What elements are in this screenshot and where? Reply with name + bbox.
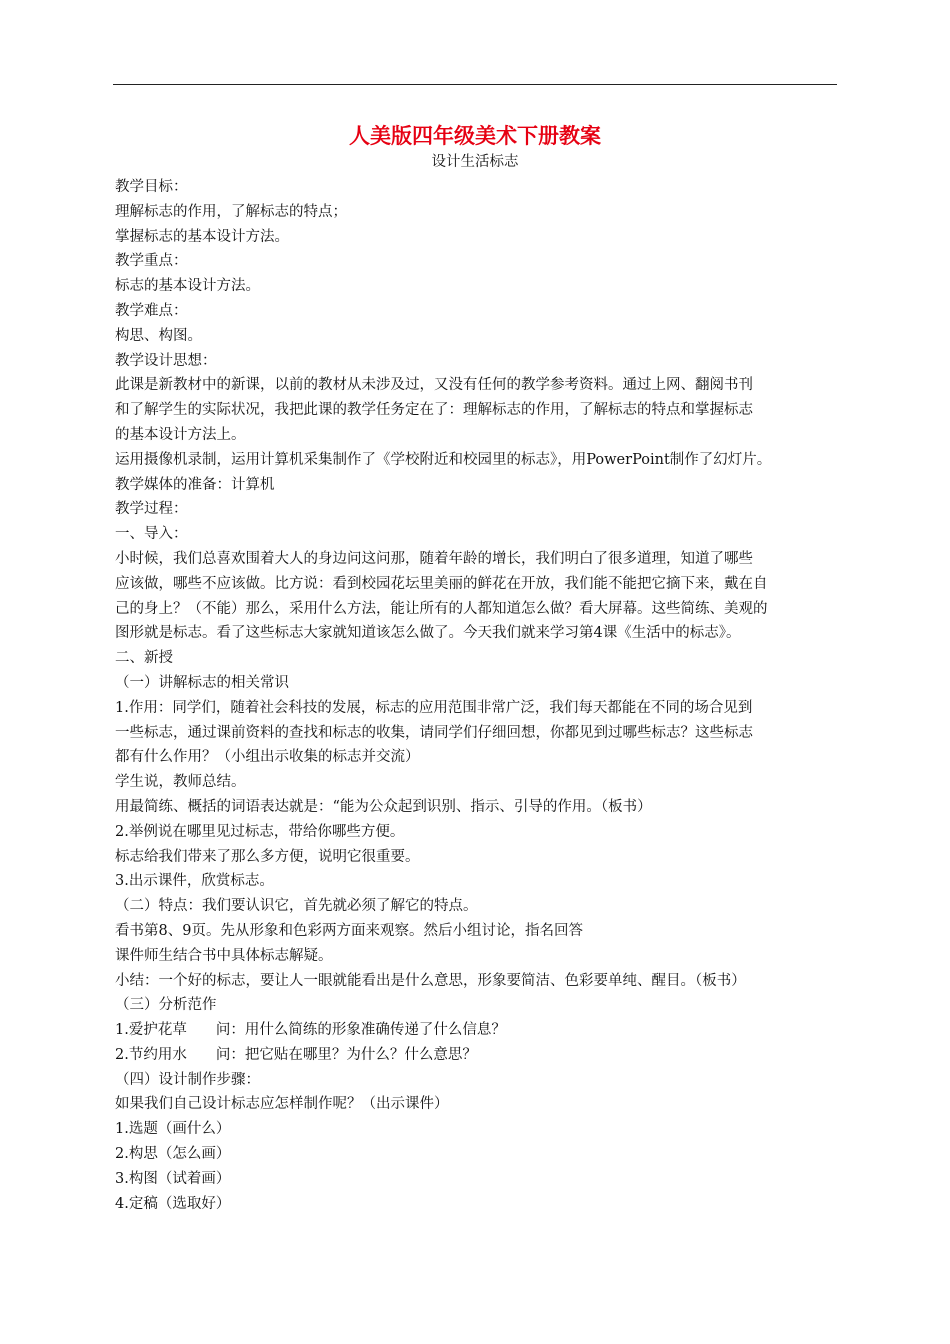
- text-line: 己的身上？（不能）那么，采用什么方法，能让所有的人都知道怎么做？看大屏幕。这些简练、美观的: [115, 600, 768, 617]
- text-line: 1.爱护花草 问：用什么简练的形象准确传递了什么信息？: [115, 1022, 506, 1039]
- text-line: 学生说，教师总结。: [115, 774, 246, 791]
- text-line: 此课是新教材中的新课，以前的教材从未涉及过，又没有任何的教学参考资料。通过上网、翻阅书刊: [115, 377, 753, 394]
- text-line: 看书第8、9页。先从形象和色彩两方面来观察。然后小组讨论，指名回答: [115, 922, 583, 939]
- text-line: 4.定稿（选取好）: [115, 1195, 231, 1212]
- document-body: [115, 175, 840, 1216]
- text-line: 教学过程：: [115, 501, 188, 518]
- text-line: 课件师生结合书中具体标志解疑。: [115, 947, 333, 964]
- text-line: 理解标志的作用，了解标志的特点；: [115, 203, 347, 220]
- text-line: （四）设计制作步骤：: [115, 1071, 260, 1088]
- text-line: 2.节约用水 问：把它贴在哪里？为什么？什么意思？: [115, 1046, 477, 1063]
- text-line: 2.举例说在哪里见过标志，带给你哪些方便。: [115, 823, 405, 840]
- text-line: 用最简练、概括的词语表达就是：“能为公众起到识别、指示、引导的作用。（板书）: [115, 798, 652, 815]
- text-line: 的基本设计方法上。: [115, 426, 246, 443]
- text-line: 2.构思（怎么画）: [115, 1146, 231, 1163]
- text-line: 二、新授: [115, 650, 173, 667]
- header-rule: [113, 84, 837, 85]
- text-line: 如果我们自己设计标志应怎样制作呢？（出示课件）: [115, 1096, 449, 1113]
- text-line: （二）特点：我们要认识它，首先就必须了解它的特点。: [115, 898, 478, 915]
- text-line: 和了解学生的实际状况，我把此课的教学任务定在了：理解标志的作用，了解标志的特点和掌握标志: [115, 402, 753, 419]
- text-line: 教学目标：: [115, 179, 188, 195]
- text-line: 运用摄像机录制，运用计算机采集制作了《学校附近和校园里的标志》，用PowerPoint制作了幻灯片。: [115, 451, 772, 468]
- text-line: 标志给我们带来了那么多方便，说明它很重要。: [115, 848, 420, 865]
- text-line: 都有什么作用？（小组出示收集的标志并交流）: [115, 749, 420, 766]
- document-title: 人美版四年级美术下册教案: [349, 123, 601, 148]
- text-line: 小结：一个好的标志，要让人一眼就能看出是什么意思，形象要简洁、色彩要单纯、醒目。（板书）: [115, 972, 746, 989]
- text-line: 教学媒体的准备：计算机: [115, 476, 275, 493]
- text-line: 掌握标志的基本设计方法。: [115, 228, 289, 245]
- text-line: （三）分析范作: [115, 997, 217, 1014]
- text-line: 1.作用：同学们，随着社会科技的发展，标志的应用范围非常广泛，我们每天都能在不同的场合见到: [115, 699, 753, 716]
- text-line: 1.选题（画什么）: [115, 1121, 231, 1138]
- text-line: 标志的基本设计方法。: [115, 278, 260, 295]
- text-line: 教学难点：: [115, 302, 188, 319]
- text-line: 应该做，哪些不应该做。比方说：看到校园花坛里美丽的鲜花在开放，我们能不能把它摘下来，戴在自: [115, 575, 768, 592]
- text-line: 图形就是标志。看了这些标志大家就知道该怎么做了。今天我们就来学习第4课《生活中的标志》。: [115, 625, 741, 642]
- text-line: 一、导入：: [115, 526, 188, 543]
- text-line: 一些标志，通过课前资料的查找和标志的收集，请同学们仔细回想，你都见到过哪些标志？这些标志: [115, 724, 753, 741]
- text-line: （一）讲解标志的相关常识: [115, 674, 289, 691]
- text-line: 小时候，我们总喜欢围着大人的身边问这问那，随着年龄的增长，我们明白了很多道理，知道了哪些: [115, 550, 753, 567]
- text-line: 3.出示课件，欣赏标志。: [115, 873, 274, 890]
- document-subtitle: 设计生活标志: [431, 154, 519, 170]
- text-line: 教学设计思想：: [115, 352, 217, 369]
- text-line: 教学重点：: [115, 253, 188, 270]
- text-line: 3.构图（试着画）: [115, 1170, 231, 1187]
- text-line: 构思、构图。: [115, 327, 202, 344]
